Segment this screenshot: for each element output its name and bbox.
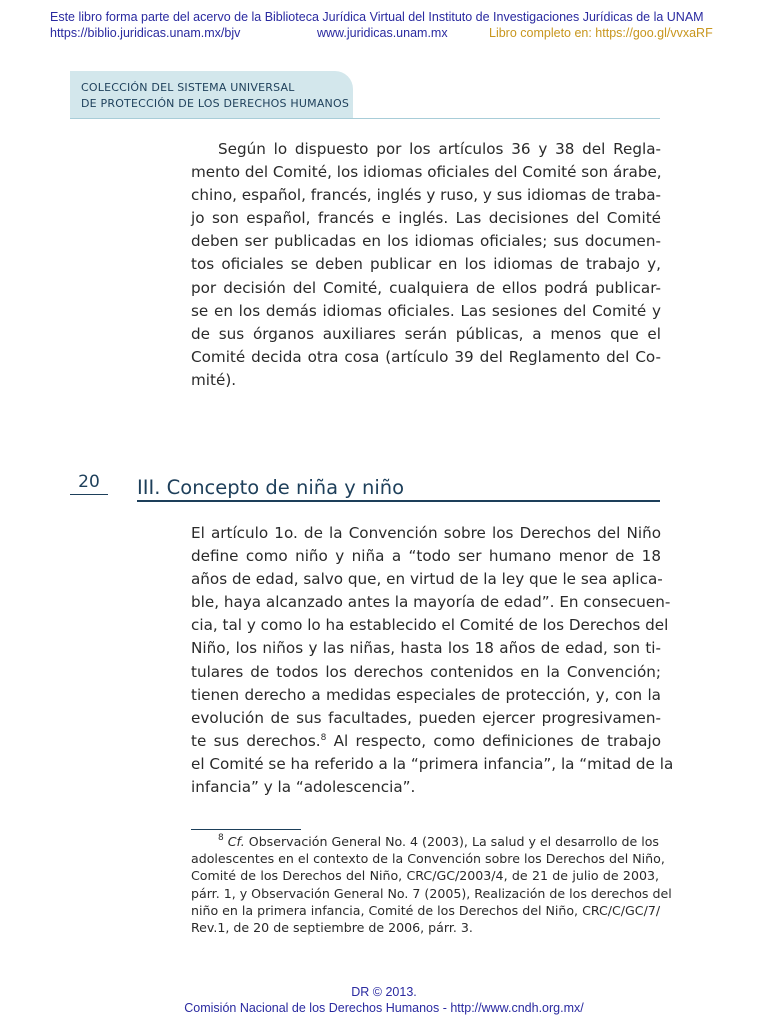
paragraph-definition xyxy=(191,522,674,799)
text-line: tulares de todos los derechos contenidos en la Convención; xyxy=(191,662,661,681)
page-number: 20 xyxy=(78,472,100,492)
text-fragment: Al respecto, como definiciones de trabajo xyxy=(326,731,661,750)
text-line: el Comité se ha referido a la “primera infancia”, la “mitad de la xyxy=(191,754,674,773)
text-line: deben ser publicadas en los idiomas oficiales; sus documen- xyxy=(191,232,661,251)
copyright-notice: DR © 2013. xyxy=(351,985,417,999)
text-line: mité). xyxy=(191,370,237,389)
text-line: evolución de sus facultades, pueden ejercer progresivamen- xyxy=(191,708,661,727)
banner-site-link[interactable]: www.juridicas.unam.mx xyxy=(317,26,448,40)
text-line: Según lo dispuesto por los artículos 36 y 38 del Regla- xyxy=(218,140,661,158)
text-fragment: te sus derechos. xyxy=(191,731,321,750)
text-line: ble, haya alcanzado antes la mayoría de edad”. En consecuen- xyxy=(191,593,671,612)
footnote-line xyxy=(191,833,659,850)
cndh-link[interactable]: Comisión Nacional de los Derechos Humanos - http://www.cndh.org.mx/ xyxy=(184,1001,584,1015)
footnote-mark: 8 xyxy=(218,833,224,843)
text-line: cia, tal y como lo ha establecido el Comité de los Derechos del xyxy=(191,616,669,635)
text-line: chino, español, francés, inglés y ruso, y sus idiomas de traba- xyxy=(191,186,661,205)
footnote-separator xyxy=(191,829,301,830)
banner-library-notice: Este libro forma parte del acervo de la Biblioteca Jurídica Virtual del Instituto de Investigaciones Jurídicas de la UNAM xyxy=(50,10,704,24)
text-line: jo son español, francés e inglés. Las decisiones del Comité xyxy=(191,209,661,228)
text-line: de sus órganos auxiliares serán públicas, a menos que el xyxy=(191,324,661,343)
footnote-reference[interactable]: 8 xyxy=(320,732,327,743)
collection-header-line1: COLECCIÓN DEL SISTEMA UNIVERSAL xyxy=(81,81,295,94)
text-line: por decisión del Comité, cualquiera de ellos podrá publicar- xyxy=(191,278,661,297)
footnote xyxy=(191,833,672,936)
text-line: infancia” y la “adolescencia”. xyxy=(191,778,416,797)
text-line-with-footnote xyxy=(191,730,661,753)
section-heading-rule xyxy=(137,500,660,502)
footnote-line: Comité de los Derechos del Niño, CRC/GC/2003/4, de 21 de julio de 2003, xyxy=(191,868,659,884)
collection-header-line2: DE PROTECCIÓN DE LOS DERECHOS HUMANOS xyxy=(81,97,350,110)
text-line: tos oficiales se deben publicar en los idiomas de trabajo y, xyxy=(191,255,661,274)
text-line: se en los demás idiomas oficiales. Las sesiones del Comité y xyxy=(191,301,661,320)
banner-biblio-link[interactable]: https://biblio.juridicas.unam.mx/bjv xyxy=(50,26,241,40)
text-line: Niño, los niños y las niñas, hasta los 18 años de edad, son ti- xyxy=(191,639,661,658)
text-line: define como niño y niña a “todo ser humano menor de 18 xyxy=(191,547,661,566)
section-heading: III. Concepto de niña y niño xyxy=(137,476,405,499)
text-line: tienen derecho a medidas especiales de protección, y, con la xyxy=(191,685,661,704)
footnote-line: párr. 1, y Observación General No. 7 (2005), Realización de los derechos del xyxy=(191,885,672,901)
header-divider xyxy=(70,118,660,119)
text-line: El artículo 1o. de la Convención sobre los Derechos del Niño xyxy=(191,524,661,542)
text-line: mento del Comité, los idiomas oficiales del Comité son árabe, xyxy=(191,163,662,182)
page-number-underline xyxy=(70,494,108,495)
footnote-cf: Cf. xyxy=(227,834,245,849)
footnote-line: Rev.1, de 20 de septiembre de 2006, párr. 3. xyxy=(191,920,473,936)
text-fragment: Observación General No. 4 (2003), La salud y el desarrollo de los xyxy=(244,834,659,849)
banner-full-book-link[interactable]: Libro completo en: https://goo.gl/vvxaRF xyxy=(489,26,713,40)
text-line: Comité decida otra cosa (artículo 39 del Reglamento del Co- xyxy=(191,347,661,366)
text-line: años de edad, salvo que, en virtud de la ley que le sea aplica- xyxy=(191,570,663,589)
footnote-line: adolescentes en el contexto de la Convención sobre los Derechos del Niño, xyxy=(191,851,665,867)
footnote-line: niño en la primera infancia, Comité de los Derechos del Niño, CRC/C/GC/7/ xyxy=(191,902,661,918)
paragraph-languages xyxy=(191,138,661,392)
collection-header xyxy=(70,71,353,118)
